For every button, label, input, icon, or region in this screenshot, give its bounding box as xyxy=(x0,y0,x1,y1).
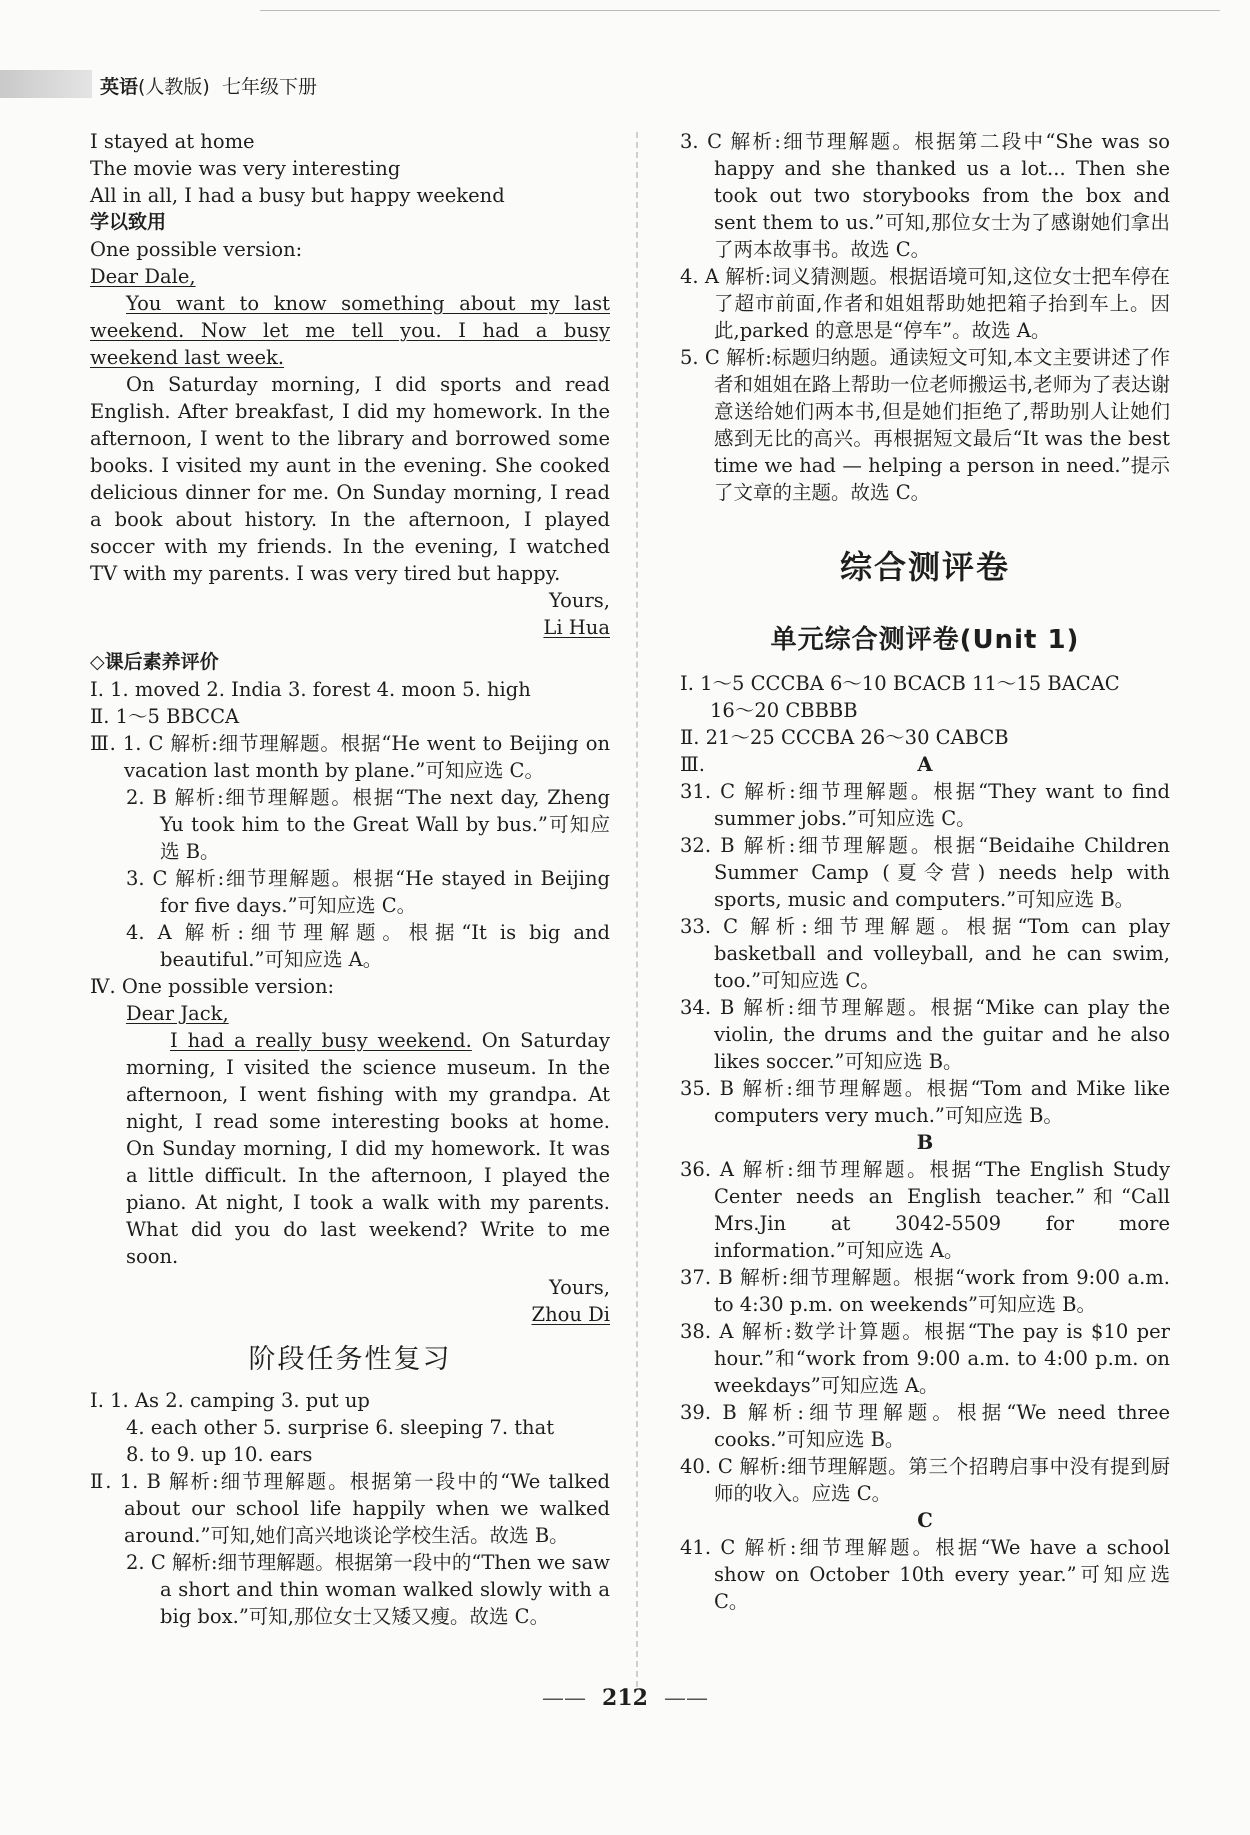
header-grade: 七年级下册 xyxy=(221,76,317,98)
closing: Yours, xyxy=(548,589,610,612)
running-header xyxy=(100,72,317,99)
answer-item: 33. C 解析:细节理解题。根据“Tom can play basketball and volleyball, and he can swim, too.”可知应选 C。 xyxy=(680,915,1170,992)
left-column xyxy=(90,128,610,1630)
passage-label: C xyxy=(917,1509,933,1532)
signature: Zhou Di xyxy=(531,1303,610,1326)
answer-line: Ⅰ. 1. moved 2. India 3. forest 4. moon 5. high xyxy=(90,678,531,701)
answer-item: 34. B 解析:细节理解题。根据“Mike can play the violin, the drums and the guitar and he also likes soccer.”可知应选 B。 xyxy=(680,996,1170,1073)
answer-item: 5. C 解析:标题归纳题。通读短文可知,本文主要讲述了作者和姐姐在路上帮助一位老师搬运书,老师为了表达谢意送给她们两本书,但是她们拒绝了,帮助别人让她们感到无比的高兴。再根据短文最后“It was the best time we had — helping a person in need.”提示了文章的主题。故选 C。 xyxy=(680,346,1170,504)
answer-line: Ⅱ. 1～5 BBCCA xyxy=(90,705,240,728)
answer-item: 39. B 解析:细节理解题。根据“We need three cooks.”可知应选 B。 xyxy=(680,1401,1170,1451)
answer-item: 37. B 解析:细节理解题。根据“work from 9:00 a.m. to 4:30 p.m. on weekends”可知应选 B。 xyxy=(680,1266,1170,1316)
closing: Yours, xyxy=(548,1276,610,1299)
header-edition: (人教版) xyxy=(138,76,210,98)
answer-item: 2. C 解析:细节理解题。根据第一段中的“Then we saw a short and thin woman walked slowly with a big box.”可知,那位女士又矮又瘦。故选 C。 xyxy=(126,1551,610,1628)
letter-paragraph xyxy=(90,1027,610,1270)
page-number-value: 212 xyxy=(602,1685,648,1711)
answer-line: Ⅱ. 21～25 CCCBA 26～30 CABCB xyxy=(680,726,1009,749)
answer-line: Ⅳ. One possible version: xyxy=(90,975,335,998)
passage-label: A xyxy=(917,753,933,776)
answer-item: 3. C 解析:细节理解题。根据“He stayed in Beijing for five days.”可知应选 C。 xyxy=(126,867,610,917)
answer-item: 41. C 解析:细节理解题。根据“We have a school show on October 10th every year.”可知应选 C。 xyxy=(680,1536,1170,1613)
answer-item: 3. C 解析:细节理解题。根据第二段中“She was so happy and she thanked us a lot... Then she took out two storybooks from the box and sent them to us.”可知,那位女士为了感谢她们拿出了两本故事书。故选 C。 xyxy=(680,130,1170,261)
answer-item: Ⅲ. 1. C 解析:细节理解题。根据“He went to Beijing on vacation last month by plane.”可知应选 C。 xyxy=(90,732,610,782)
answer-item: Ⅱ. 1. B 解析:细节理解题。根据第一段中的“We talked about our school life happily when we walked around.”可知,她们高兴地谈论学校生活。故选 B。 xyxy=(90,1470,610,1547)
answer-item: 35. B 解析:细节理解题。根据“Tom and Mike like computers very much.”可知应选 B。 xyxy=(680,1077,1170,1127)
section-title: 综合测评卷 xyxy=(839,548,1010,586)
review-title: 阶段任务性复习 xyxy=(248,1344,452,1375)
possible-version: One possible version: xyxy=(90,238,303,261)
answer-item: 32. B 解析:细节理解题。根据“Beidaihe Children Summer Camp (夏令营) needs help with sports, music and computers.”可知应选 B。 xyxy=(680,834,1170,911)
text-line: I stayed at home xyxy=(90,130,255,153)
letter-paragraph: On Saturday morning, I did sports and read English. After breakfast, I did my homework. In the afternoon, I went to the library and borrowed some books. I visited my aunt in the evening. She cooked delicious dinner for me. On Sunday morning, I read a book about history. In the afternoon, I played soccer with my friends. In the evening, I watched TV with my parents. I was very tired but happy. xyxy=(90,373,610,585)
letter-rest: On Saturday morning, I visited the science museum. In the afternoon, I went fishing with my grandpa. At night, I read some interesting books at home. On Sunday morning, I did my homework. It was a little difficult. In the afternoon, I played the piano. At night, I took a walk with my parents. What did you do last weekend? Write to me soon. xyxy=(126,1029,610,1268)
right-column xyxy=(680,128,1170,1615)
answer-item: 4. A 解析:词义猜测题。根据语境可知,这位女士把车停在了超市前面,作者和姐姐帮助她把箱子抬到车上。因此,parked 的意思是“停车”。故选 A。 xyxy=(680,265,1170,342)
passage-label: B xyxy=(916,1131,934,1154)
xueyi-heading: 学以致用 xyxy=(90,211,167,233)
letter-paragraph: You want to know something about my last weekend. Now let me tell you. I had a busy weekend last week. xyxy=(90,292,610,369)
answer-line: Ⅲ. xyxy=(680,753,706,776)
letter-first-sentence: I had a really busy weekend. xyxy=(170,1029,472,1052)
salutation: Dear Dale, xyxy=(90,265,196,288)
header-subject: 英语 xyxy=(100,76,139,98)
answer-item: 4. A 解析:细节理解题。根据“It is big and beautiful.”可知应选 A。 xyxy=(126,921,610,971)
answer-item: 40. C 解析:细节理解题。第三个招聘启事中没有提到厨师的收入。应选 C。 xyxy=(680,1455,1170,1505)
signature: Li Hua xyxy=(543,616,610,639)
answer-line: Ⅰ. 1. As 2. camping 3. put up xyxy=(90,1389,370,1412)
answer-item: 38. A 解析:数学计算题。根据“The pay is $10 per hour.”和“work from 9:00 a.m. to 4:00 p.m. on weekdays”可知应选 A。 xyxy=(680,1320,1170,1397)
header-bar xyxy=(0,70,92,98)
text-line: All in all, I had a busy but happy weekend xyxy=(90,184,505,207)
kehou-heading: ◇课后素养评价 xyxy=(90,651,219,673)
salutation: Dear Jack, xyxy=(126,1002,229,1025)
answer-line: 4. each other 5. surprise 6. sleeping 7. that xyxy=(126,1416,555,1439)
page-number: —— 212 —— xyxy=(542,1685,708,1711)
answer-line: Ⅰ. 1～5 CCCBA 6～10 BCACB 11～15 BACAC xyxy=(680,672,1120,695)
answer-item: 36. A 解析:细节理解题。根据“The English Study Center needs an English teacher.”和“Call Mrs.Jin at 3042-5509 for more information.”可知应选 A。 xyxy=(680,1158,1170,1262)
unit-title: 单元综合测评卷(Unit 1) xyxy=(770,625,1080,655)
top-rule xyxy=(260,10,1220,11)
text-line: The movie was very interesting xyxy=(90,157,401,180)
answer-line: 16～20 CBBBB xyxy=(710,699,858,722)
column-divider xyxy=(636,132,638,1687)
answer-line: 8. to 9. up 10. ears xyxy=(126,1443,313,1466)
answer-item: 31. C 解析:细节理解题。根据“They want to find summer jobs.”可知应选 C。 xyxy=(680,780,1170,830)
answer-item: 2. B 解析:细节理解题。根据“The next day, Zheng Yu took him to the Great Wall by bus.”可知应选 B。 xyxy=(126,786,610,863)
